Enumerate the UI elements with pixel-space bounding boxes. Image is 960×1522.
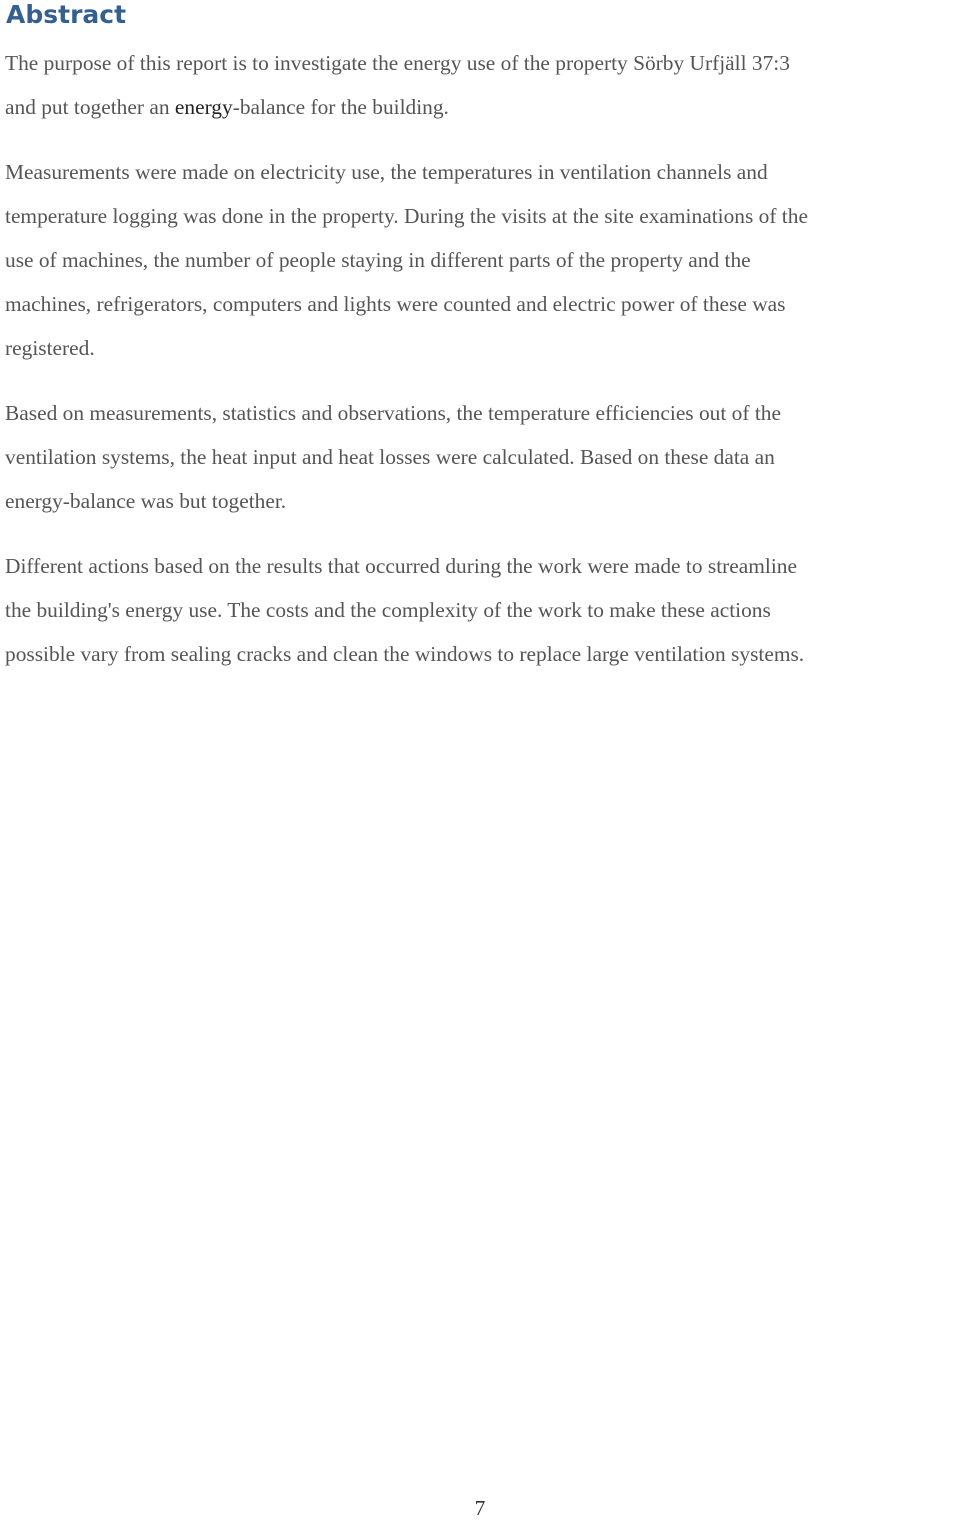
paragraph-line: the building's energy use. The costs and the complexity of the work to make these actions — [5, 598, 771, 622]
paragraph-line: registered. — [5, 336, 95, 360]
paragraph-line: Measurements were made on electricity use, the temperatures in ventilation channels and — [5, 160, 768, 184]
page-number: 7 — [474, 1496, 486, 1520]
line-segment: and put together an — [5, 95, 175, 119]
highlighted-word: energy — [174, 95, 233, 119]
abstract-paragraph-2 — [5, 150, 960, 370]
section-heading-abstract: Abstract — [6, 0, 127, 29]
paragraph-line: Based on measurements, statistics and observations, the temperature efficiencies out of the — [5, 401, 781, 425]
paragraph-line: Different actions based on the results that occurred during the work were made to streamline — [5, 554, 797, 578]
paragraph-line: energy-balance was but together. — [5, 489, 287, 513]
paragraph-line: machines, refrigerators, computers and lights were counted and electric power of these was — [5, 292, 786, 316]
paragraph-line: possible vary from sealing cracks and clean the windows to replace large ventilation systems. — [5, 642, 805, 666]
line-segment: -balance for the building. — [232, 95, 449, 119]
paragraph-line: temperature logging was done in the property. During the visits at the site examinations of the — [5, 204, 808, 228]
paragraph-line — [5, 85, 960, 129]
abstract-paragraph-3 — [5, 391, 960, 523]
paragraph-line: use of machines, the number of people staying in different parts of the property and the — [5, 248, 751, 272]
abstract-paragraph-4 — [5, 544, 960, 676]
paragraph-line: The purpose of this report is to investigate the energy use of the property Sörby Urfjäll 37:3 — [5, 51, 790, 75]
abstract-paragraph-1 — [5, 41, 960, 129]
paragraph-line: ventilation systems, the heat input and heat losses were calculated. Based on these data an — [5, 445, 775, 469]
